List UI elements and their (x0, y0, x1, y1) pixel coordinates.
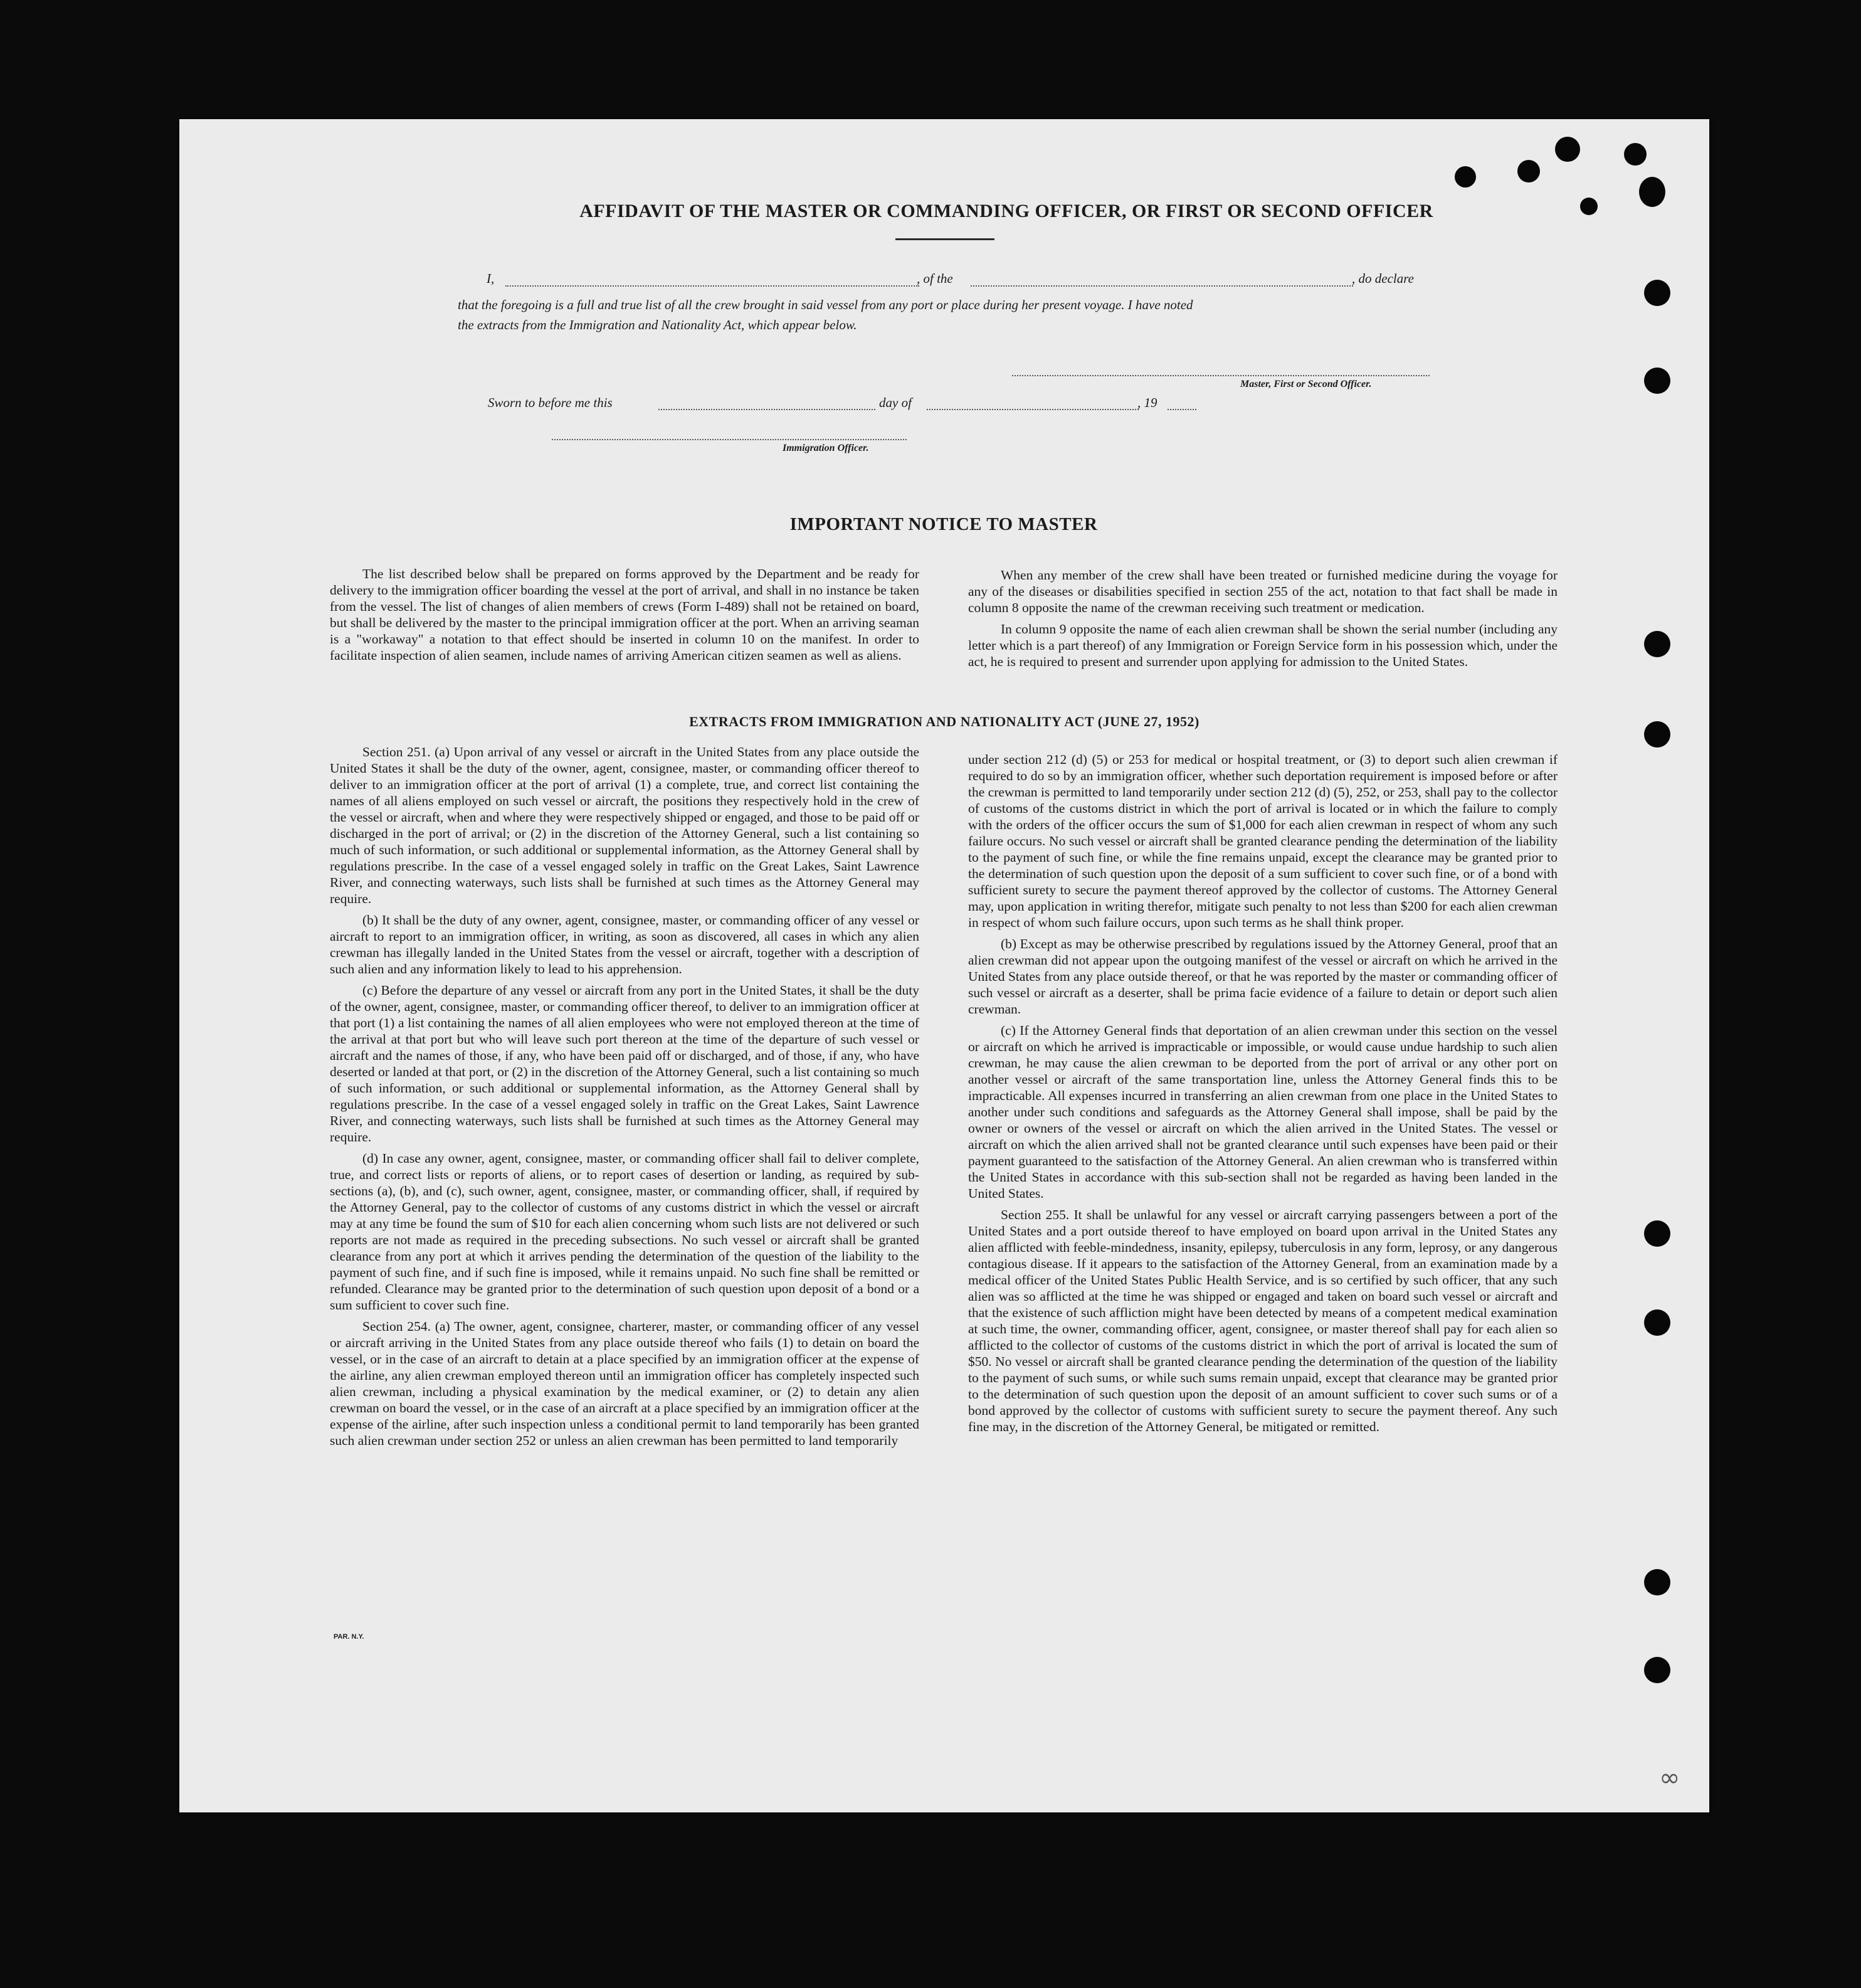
section-255: Section 255. It shall be unlawful for any vessel or aircraft carrying passengers between a port of the United States and a port outside thereof to have employed on board upon arrival in the United States any alien afflicted with feeble-mindedness, insanity, epilepsy, tuberculosis in any form, leprosy, or any dangerous contagious disease. If it appears to the satisfaction of the Attorney General, from an examination made by a medical officer of the United States Public Health Service, and is so certified by such officer, that any such alien was so afflicted at the time he was shipped or engaged and taken on board such vessel or aircraft and that the existence of such affliction might have been detected by means of a competent medical examination at such time, the owner, commanding officer, agent, consignee, or master thereof shall pay for each alien so afflicted to the collector of customs of the customs district in which the port of arrival is located the sum of $50. No vessel or aircraft shall be granted clearance pending the determination of the question of the liability to the payment of such sums, or while such sums remain unpaid, except that clearance may be granted prior to the determination of such question upon the deposit of an amount sufficient to cover such sums or of a bond approved by the collector of customs with sufficient surety to secure the payment thereof. Any such fine may, in the discretion of the Attorney General, be mitigated or remitted. (968, 1207, 1558, 1434)
punch-hole (1644, 367, 1670, 394)
section-254-a: Section 254. (a) The owner, agent, consignee, charterer, master, or commanding officer of any vessel or aircraft arriving in the United States from any place outside thereof who fails (1) to detain on board the vessel, or in the case of an aircraft to detain at a place specified by an immigration officer at the expense of the airline, any alien crewman employed thereon until an immigration officer has completely inspected such alien crewman, including a physical examination by the medical examiner, or (2) to detain any alien crewman on board the vessel, or in the case of an aircraft at a place specified by an immigration officer at the expense of the airline, after such inspection unless a conditional permit to land temporarily has been granted such alien crewman under section 252 or unless an alien crewman has been permitted to land temporarily (330, 1319, 919, 1448)
affidavit-i: I, (487, 271, 495, 286)
section-254-a-continued: under section 212 (d) (5) or 253 for medical or hospital treatment, or (3) to deport such alien crewman if required to do so by an immigration officer, whether such deportation requirement is imposed before or after the crewman is permitted to land temporarily under section 212 (d) (5), 252, or 253, shall pay to the collector of customs of the customs district in which the port of arrival is located or in which the failure to comply with the orders of the officer occurs the sum of $1,000 for each alien crewman in respect of whom any such failure occurs. No such vessel or aircraft shall be granted clearance pending the determination of the liability to the payment of such fine, or while the fine remains unpaid, except the clearance may be granted prior to the determination of such question upon the deposit of a sum sufficient to cover such fine, or of a bond with sufficient surety to secure the payment thereof approved by the collector of customs. The Attorney General may, upon application in writing therefor, mitigate such penalty to not less than $200 for each alien crewman in respect of whom such failure occurs, upon such terms as he shall think proper. (968, 752, 1558, 930)
punch-hole (1644, 1309, 1670, 1336)
sworn-day-blank (658, 409, 875, 410)
name-blank (505, 285, 919, 287)
extracts-left-column (330, 744, 919, 1454)
notice-right-paragraph-1: When any member of the crew shall have been treated or furnished medicine during the voyage for any of the diseases or disabilities specified in section 255 of the act, notation to that fact shall be made in column 8 opposite the name of the crewman receiving such treatment or medication. (968, 568, 1558, 615)
punch-hole (1644, 1569, 1670, 1595)
master-signature-line (1012, 375, 1430, 376)
punch-hole (1644, 721, 1670, 748)
frame-mark: ∞ (1659, 1763, 1680, 1792)
notice-title: IMPORTANT NOTICE TO MASTER (789, 514, 1098, 534)
punch-hole (1644, 631, 1670, 657)
affidavit-title: AFFIDAVIT OF THE MASTER OR COMMANDING OFFICER, OR FIRST OR SECOND OFFICER (579, 201, 1433, 221)
punch-hole (1624, 143, 1647, 166)
vessel-blank (971, 285, 1353, 287)
printer-mark: PAR. N.Y. (334, 1633, 364, 1641)
section-251-c: (c) Before the departure of any vessel or aircraft from any port in the United States, it shall be the duty of the owner, agent, consignee, master, or commanding officer thereof, to deliver to an immigration officer at that port (1) a list containing the names of all alien employees who were not employed thereon at the time of the arrival at that port but who will leave such port thereon at the time of the departure of such vessel or aircraft and the names of those, if any, who have been paid off or discharged, and of those, if any, who have deserted or landed at that port, or (2) in the discretion of the Attorney General, such a list containing so much of such information, or such additional or supplemental information, as the Attorney General shall by regulations prescribe. In the case of a vessel engaged solely in traffic on the Great Lakes, Saint Lawrence River, and connecting waterways, such lists shall be furnished at such times as the Attorney General may require. (330, 983, 919, 1145)
punch-hole (1644, 1657, 1670, 1683)
affidavit-of-the: , of the (917, 271, 953, 286)
section-251-b: (b) It shall be the duty of any owner, agent, consignee, master, or commanding officer of any vessel or aircraft to report to an immigration officer, in writing, as soon as discovered, all cases in which any alien crewman has illegally landed in the United States from the vessel or aircraft, together with a description of such alien and any information likely to lead to his apprehension. (330, 912, 919, 976)
punch-hole (1639, 177, 1665, 207)
affidavit-declare: , do declare (1352, 271, 1414, 286)
sworn-month-blank (927, 409, 1139, 410)
section-251-d: (d) In case any owner, agent, consignee, master, or commanding officer shall fail to deliver complete, true, and correct lists or reports of aliens, or to report cases of desertion or landing, as required by sub-sections (a), (b), and (c), such owner, agent, consignee, master, or commanding officer, shall, if required by the Attorney General, pay to the collector of customs of any customs district in which the vessel or aircraft may at any time be found the sum of $10 for each alien concerning whom such lists are not delivered or such reports are not made as required in the preceding subsections. No such vessel or aircraft shall be granted clearance from any port at which it arrives pending the determination of the question of the liability to the payment of such fine, and if such fine is imposed, while it remains unpaid. No such fine shall be remitted or refunded. Clearance may be granted prior to the determination of such question upon deposit of a bond or a sum sufficient to cover such fine. (330, 1151, 919, 1313)
punch-hole (1644, 1220, 1670, 1247)
master-signature-label: Master, First or Second Officer. (1240, 379, 1372, 389)
punch-hole (1455, 166, 1476, 188)
extracts-title: EXTRACTS FROM IMMIGRATION AND NATIONALITY ACT (JUNE 27, 1952) (689, 714, 1199, 729)
notice-left-paragraph: The list described below shall be prepared on forms approved by the Department and be ready for delivery to the immigration officer boarding the vessel at the port of arrival, and shall in no instance be taken from the vessel. The list of changes of alien members of crews (Form I-489) shall not be retained on board, but shall be delivered by the master to the principal immigration officer at the port. When an arriving seaman is a "workaway" a notation to that effect should be inserted in column 10 on the manifest. In order to facilitate inspection of alien seamen, include names of arriving American citizen seamen as well as aliens. (330, 566, 919, 663)
section-254-b: (b) Except as may be otherwise prescribed by regulations issued by the Attorney General, proof that an alien crewman did not appear upon the outgoing manifest of the vessel or aircraft on which he arrived in the United States from any place outside thereof, or that he was reported by the master or commanding officer of such vessel or aircraft as a deserter, shall be prima facie evidence of a failure to detain or deport such alien crewman. (968, 936, 1558, 1017)
officer-signature-line (552, 439, 907, 440)
sworn-year: , 19 (1137, 395, 1157, 410)
notice-right-column (968, 567, 1558, 675)
sworn-day-of: day of (879, 395, 912, 410)
section-254-c: (c) If the Attorney General finds that deportation of an alien crewman under this section on the vessel or aircraft on which he arrived is impracticable or impossible, or would cause undue hardship to such alien crewman, he may cause the alien crewman to be deported from the port of arrival or any other port on another vessel or aircraft of the same transportation line, unless the Attorney General finds this to be impracticable. All expenses incurred in transferring an alien crewman from one place in the United States to another under such conditions and safeguards as the Attorney General shall impose, shall be paid by the owner or owners of the vessel or aircraft on which the alien arrived in the United States. The vessel or aircraft on which the alien arrived shall not be granted clearance until such expenses have been paid or their payment guaranteed to the satisfaction of the Attorney General. An alien crewman who is transferred within the United States in accordance with this sub-section shall not be regarded as having been landed in the United States. (968, 1023, 1558, 1201)
title-rule (895, 238, 994, 240)
notice-left-column (330, 566, 919, 669)
sworn-year-blank (1168, 409, 1196, 410)
notice-right-paragraph-2: In column 9 opposite the name of each alien crewman shall be shown the serial number (including any letter which is a part thereof) of any Immigration or Foreign Service form in his possession which, under the act, he is required to present and surrender upon applying for admission to the United States. (968, 621, 1558, 669)
section-251-a: Section 251. (a) Upon arrival of any vessel or aircraft in the United States from any place outside the United States it shall be the duty of the owner, agent, consignee, master, or commanding officer thereof to deliver to an immigration officer at the port of arrival (1) a complete, true, and correct list containing the names of all aliens employed on such vessel or aircraft, the positions they respectively hold in the crew of the vessel or aircraft, when and where they were respectively shipped or engaged, and those to be paid off or discharged in the port of arrival; or (2) in the discretion of the Attorney General, such a list containing so much of such information, or such additional or supplemental information, as the Attorney General shall by regulations prescribe. In the case of a vessel engaged solely in traffic on the Great Lakes, Saint Lawrence River, and connecting waterways, such lists shall be furnished at such times as the Attorney General may require. (330, 744, 919, 906)
extracts-right-column (968, 751, 1558, 1440)
affidavit-statement-2: the extracts from the Immigration and Nationality Act, which appear below. (458, 317, 857, 332)
punch-hole (1644, 280, 1670, 306)
sworn-text: Sworn to before me this (488, 395, 613, 410)
affidavit-statement-1: that the foregoing is a full and true list of all the crew brought in said vessel from any port or place during her present voyage. I have noted (458, 297, 1193, 312)
officer-signature-label: Immigration Officer. (783, 443, 869, 453)
punch-hole (1555, 137, 1580, 162)
punch-hole (1517, 160, 1540, 182)
